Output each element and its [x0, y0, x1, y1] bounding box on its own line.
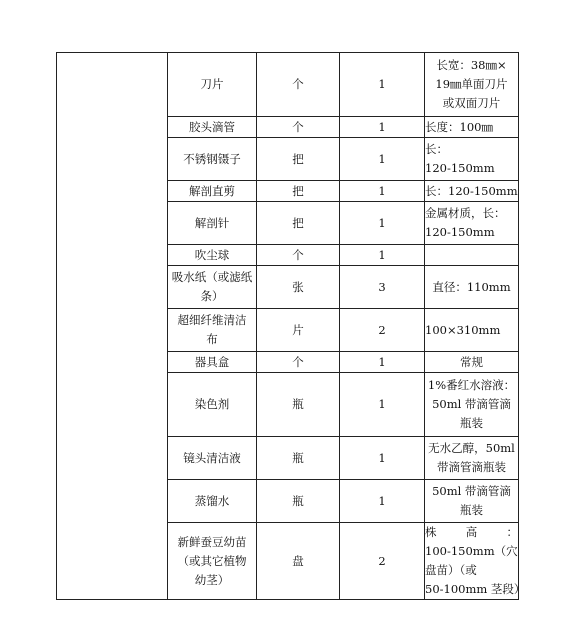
spec-line: 50ml 带滴管滴 [432, 397, 511, 411]
spec-line: 株 高 ： [425, 525, 518, 539]
spec-line: 100×310mm [425, 322, 501, 337]
unit-cell: 盘 [257, 523, 340, 600]
unit-cell: 个 [257, 245, 340, 266]
item-name: 解剖针 [194, 215, 230, 230]
spec-cell [425, 53, 519, 117]
unit-cell: 个 [257, 117, 340, 138]
item-name: 不锈钢镊子 [183, 151, 241, 166]
quantity-cell: 1 [340, 138, 425, 181]
spec-line: 带滴管滴瓶装 [437, 460, 506, 474]
item-name: 超细纤维清洁 [177, 313, 247, 327]
spec-cell [425, 202, 519, 245]
spec-line: 长度：100㎜ [425, 119, 493, 134]
quantity-cell: 1 [340, 117, 425, 138]
unit-cell: 个 [257, 352, 340, 373]
spec-cell [425, 181, 519, 202]
spec-cell [425, 245, 519, 266]
item-name: 幼茎） [194, 572, 230, 587]
spec-line: 金属材质，长： [425, 206, 506, 220]
spec-cell [425, 437, 519, 480]
spec-cell [425, 266, 519, 309]
item-name-cell [168, 138, 257, 181]
quantity-cell: 1 [340, 373, 425, 437]
spec-line: 19㎜单面刀片 [435, 77, 508, 91]
item-name: 染色剂 [194, 397, 230, 411]
spec-cell [425, 373, 519, 437]
quantity-cell: 1 [340, 352, 425, 373]
item-name-cell [168, 181, 257, 202]
spec-cell [425, 352, 519, 373]
spec-line: 瓶装 [460, 503, 483, 517]
item-name-cell [168, 266, 257, 309]
item-name-cell [168, 117, 257, 138]
item-name-cell [168, 309, 257, 352]
spec-line: 常规 [460, 354, 483, 369]
item-name: 吸水纸（或滤纸 [171, 270, 253, 284]
unit-cell: 张 [257, 266, 340, 309]
item-name: 镜头清洁液 [183, 450, 241, 465]
item-name: 器具盒 [194, 354, 230, 369]
quantity-cell: 1 [340, 480, 425, 523]
unit-cell: 把 [257, 138, 340, 181]
quantity-cell: 1 [340, 245, 425, 266]
spec-line: 或双面刀片 [442, 96, 501, 110]
item-name-cell [168, 480, 257, 523]
spec-line: 无水乙醇，50ml [428, 441, 515, 455]
unit-cell: 片 [257, 309, 340, 352]
unit-cell: 把 [257, 181, 340, 202]
item-name-cell [168, 373, 257, 437]
unit-cell: 瓶 [257, 437, 340, 480]
quantity-cell: 2 [340, 523, 425, 600]
equipment-table [56, 52, 526, 600]
unit-cell: 瓶 [257, 373, 340, 437]
spec-line: 长宽：38㎜× [436, 58, 507, 72]
spec-cell [425, 117, 519, 138]
category-cell [57, 53, 168, 600]
item-name: 蒸馏水 [194, 493, 230, 508]
quantity-cell: 1 [340, 53, 425, 117]
spec-line: 100-150mm（穴 [425, 544, 518, 558]
quantity-cell: 1 [340, 181, 425, 202]
item-name: 条） [200, 289, 224, 303]
item-name-cell [168, 202, 257, 245]
item-name: 解剖直剪 [189, 183, 235, 198]
quantity-cell: 2 [340, 309, 425, 352]
item-name-cell [168, 245, 257, 266]
spec-cell [425, 138, 519, 181]
unit-cell: 把 [257, 202, 340, 245]
spec-line: 120-150mm [425, 161, 495, 175]
item-name-cell [168, 437, 257, 480]
spec-line: 瓶装 [460, 416, 483, 430]
item-name: 吹尘球 [194, 247, 230, 262]
spec-line: 盘苗）（或 [425, 563, 477, 577]
quantity-cell: 3 [340, 266, 425, 309]
unit-cell: 瓶 [257, 480, 340, 523]
spec-line: 50-100mm 茎段） [425, 582, 526, 596]
spec-cell [425, 309, 519, 352]
item-name: 刀片 [200, 77, 224, 91]
spec-line: 120-150mm [425, 225, 495, 239]
unit-cell: 个 [257, 53, 340, 117]
item-name-cell [168, 352, 257, 373]
spec-cell [425, 523, 526, 600]
item-name: （或其它植物 [177, 553, 247, 568]
spec-line: 直径：110mm [432, 279, 511, 294]
item-name: 布 [206, 332, 218, 346]
spec-line: 50ml 带滴管滴 [432, 484, 511, 498]
quantity-cell: 1 [340, 437, 425, 480]
spec-line: 1%番红水溶液： [427, 378, 516, 392]
spec-cell [425, 480, 519, 523]
spec-line: 长： [425, 142, 448, 156]
item-name: 胶头滴管 [189, 119, 235, 134]
quantity-cell: 1 [340, 202, 425, 245]
spec-line: 长：120-150mm [425, 183, 518, 198]
table-row [57, 53, 519, 117]
item-name: 新鲜蚕豆幼苗 [177, 534, 247, 549]
item-name-cell [168, 53, 257, 117]
item-name-cell [168, 523, 257, 600]
